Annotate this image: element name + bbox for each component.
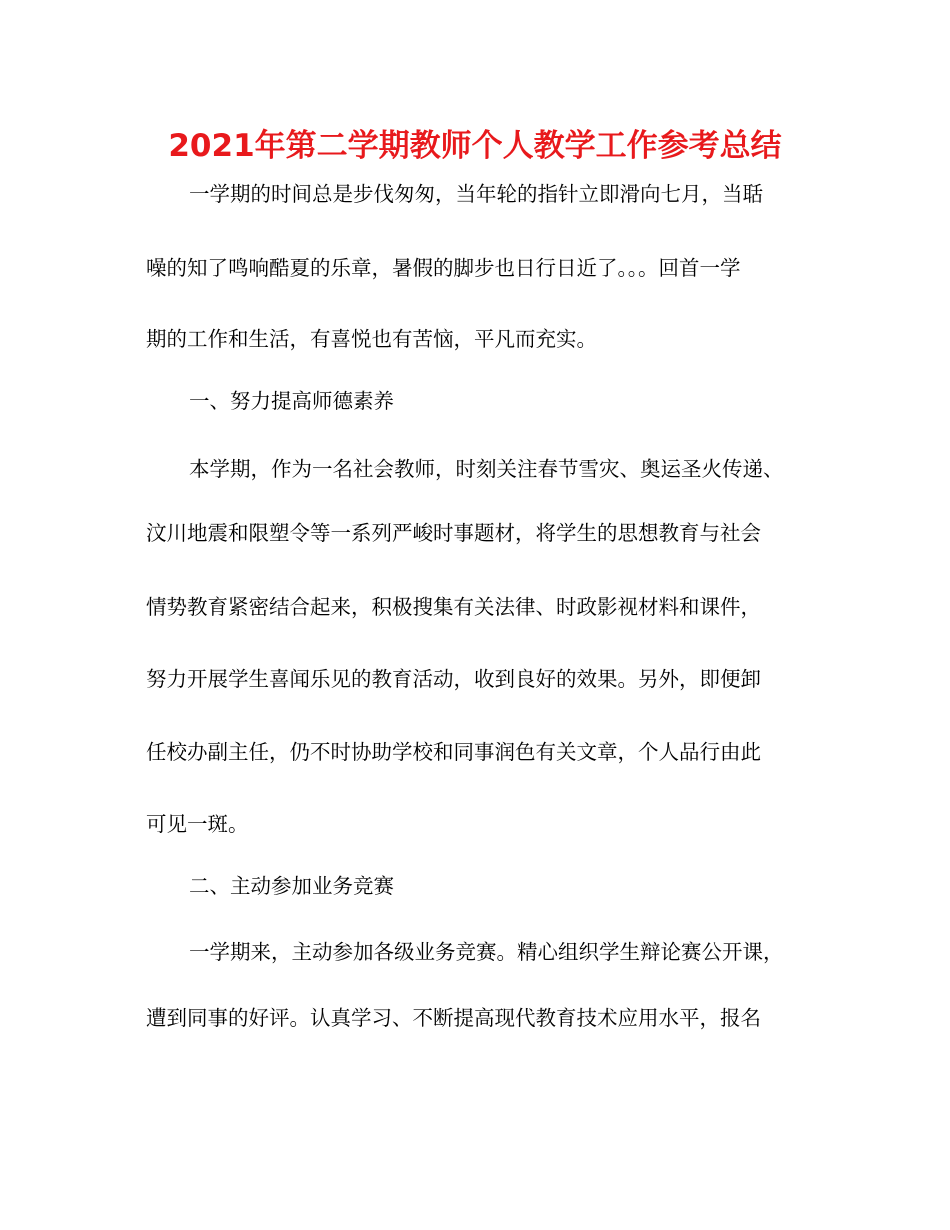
paragraph-line: 一学期的时间总是步伐匆匆，当年轮的指针立即滑向七月，当聒 [189, 182, 763, 206]
paragraph-line: 情势教育紧密结合起来，积极搜集有关法律、时政影视材料和课件， [146, 595, 761, 619]
section-heading: 一、努力提高师德素养 [189, 389, 394, 413]
paragraph-line: 本学期，作为一名社会教师，时刻关注春节雪灾、奥运圣火传递、 [189, 457, 784, 481]
document-title: 2021年第二学期教师个人教学工作参考总结 [168, 128, 782, 164]
paragraph-line: 努力开展学生喜闻乐见的教育活动，收到良好的效果。另外，即便卸 [146, 667, 761, 691]
paragraph-line: 遭到同事的好评。认真学习、不断提高现代教育技术应用水平，报名 [146, 1006, 761, 1030]
paragraph-line: 一学期来，主动参加各级业务竞赛。精心组织学生辩论赛公开课， [189, 940, 784, 964]
paragraph-line: 噪的知了鸣响酷夏的乐章，暑假的脚步也日行日近了。。。回首一学 [146, 256, 741, 280]
paragraph-line: 期的工作和生活，有喜悦也有苦恼，平凡而充实。 [146, 327, 597, 351]
paragraph-line: 可见一斑。 [146, 812, 249, 836]
paragraph-line: 汶川地震和限塑令等一系列严峻时事题材，将学生的思想教育与社会 [146, 521, 761, 545]
paragraph-line: 任校办副主任，仍不时协助学校和同事润色有关文章，个人品行由此 [146, 740, 761, 764]
section-heading: 二、主动参加业务竞赛 [189, 874, 394, 898]
